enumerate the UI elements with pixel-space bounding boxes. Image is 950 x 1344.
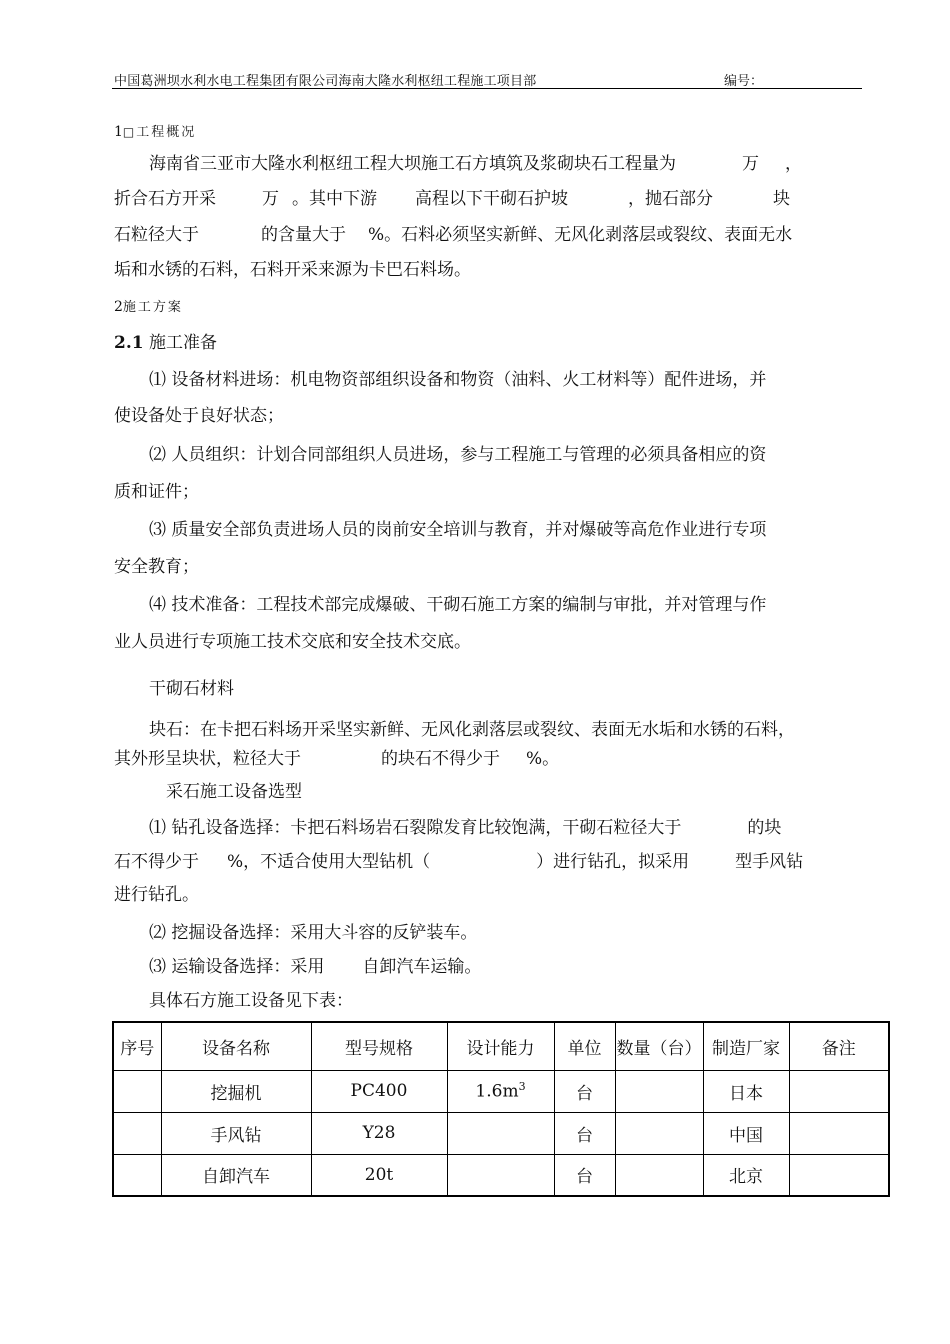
para1-text-j: 石粒径大于 [114,225,199,245]
equip-drill-text-d: %，不适合使用大型钻机（ [227,852,431,872]
para1-text-h: ，抛石部分 [628,189,713,209]
table-cell-name: 手风钻 [161,1112,311,1154]
para1-line4: 垢和水锈的石料，石料开采来源为卡巴石料场。 [114,260,471,280]
header-rule [112,88,862,89]
para1-text-g: 高程以下干砌石护坡 [415,189,568,209]
table-header-cell: 序号 [113,1022,161,1070]
para1-line1 [149,154,802,174]
para1-text-f: 。其中下游 [292,189,377,209]
equip-transport-text-b: 自卸汽车运输。 [362,957,482,977]
prep-item-4-line1: ⑷ 技术准备：工程技术部完成爆破、干砌石施工方案的编制与审批，并对管理与作 [149,595,767,615]
prep-item-2-line2: 质和证件； [114,482,199,502]
table-cell-qty [615,1070,703,1112]
table-cell-model: Y28 [311,1112,447,1154]
equip-title: 采石施工设备选型 [166,782,302,802]
section-2-title: 施工方案 [122,300,183,315]
prep-item-3-line2: 安全教育； [114,557,199,577]
table-header-cell: 单位 [554,1022,615,1070]
table-cell-note [789,1070,889,1112]
table-intro: 具体石方施工设备见下表： [149,991,353,1011]
table-cell-name: 自卸汽车 [161,1154,311,1196]
table-cell-capacity [447,1070,554,1112]
section-2-1-heading [114,333,217,353]
prep-item-1-line2: 使设备处于良好状态； [114,406,284,426]
equip-drill-line3: 进行钻孔。 [114,885,199,905]
section-1-number: 1 [114,124,123,140]
prep-item-1-line1: ⑴ 设备材料进场：机电物资部组织设备和物资（油料、火工材料等）配件进场，并 [149,370,767,390]
material-line1: 块石：在卡把石料场开采坚实新鲜、无风化剥落层或裂纹、表面无水垢和水锈的石料， [149,720,795,740]
table-header-cell: 设备名称 [161,1022,311,1070]
header-number-label: 编号： [724,74,764,89]
equipment-table [112,1021,890,1197]
capacity-value: 1.6m [475,1081,519,1102]
header-organization: 中国葛洲坝水利水电工程集团有限公司海南大隆水利枢纽工程施工项目部 [114,74,537,89]
para1-text-l: %。石料必须坚实新鲜、无风化剥落层或裂纹、表面无水 [368,225,793,245]
equip-drill-text-c: 石不得少于 [114,852,199,872]
para1-text-k: 的含量大于 [261,225,346,245]
table-cell-name: 挖掘机 [161,1070,311,1112]
table-cell-note [789,1154,889,1196]
table-header-cell: 数量（台） [615,1022,703,1070]
table-header-cell: 型号规格 [311,1022,447,1070]
section-2-heading [114,296,183,318]
table-row [113,1154,889,1196]
prep-item-4-line2: 业人员进行专项施工技术交底和安全技术交底。 [114,632,471,652]
prep-item-2-line1: ⑵ 人员组织：计划合同部组织人员进场，参与工程施工与管理的必须具备相应的资 [149,445,767,465]
table-cell-qty [615,1112,703,1154]
equip-drill-line2 [114,852,803,872]
table-cell-no [113,1112,161,1154]
table-header-cell: 备注 [789,1022,889,1070]
section-2-1-number: 2.1 [114,333,144,353]
table-cell-unit: 台 [554,1070,615,1112]
equip-excavate-line: ⑵ 挖掘设备选择：采用大斗容的反铲装车。 [149,923,478,943]
para1-line3 [114,225,792,245]
table-header-cell: 制造厂家 [703,1022,789,1070]
table-cell-note [789,1112,889,1154]
table-cell-maker: 北京 [703,1154,789,1196]
para1-text-c: ， [785,154,802,174]
table-cell-unit: 台 [554,1112,615,1154]
table-cell-no [113,1070,161,1112]
material-text-b: 的块石不得少于 [381,749,500,769]
material-text-a: 其外形呈块状，粒径大于 [114,749,301,769]
table-cell-capacity [447,1154,554,1196]
section-1-heading: 1□工程概况 [114,124,197,140]
equip-drill-text-a: ⑴ 钻孔设备选择：卡把石料场岩石裂隙发育比较饱满，干砌石粒径大于 [149,818,682,838]
table-cell-maker: 中国 [703,1112,789,1154]
section-2-number: 2 [114,299,123,315]
equip-drill-text-b: 的块 [747,818,782,838]
para1-line2 [114,189,790,209]
table-row [113,1112,889,1154]
table-cell-maker: 日本 [703,1070,789,1112]
material-text-c: %。 [526,749,560,769]
capacity-superscript: 3 [518,1080,526,1094]
table-cell-qty [615,1154,703,1196]
section-2-1-title: 施工准备 [148,333,217,353]
table-cell-model: PC400 [311,1070,447,1112]
table-header-cell: 设计能力 [447,1022,554,1070]
table-cell-model: 20t [311,1154,447,1196]
equip-transport-line [149,957,481,977]
table-header-row [113,1022,889,1070]
table-cell-capacity [447,1112,554,1154]
equip-drill-line1 [149,818,781,838]
table-row [113,1070,889,1112]
material-title: 干砌石材料 [149,679,234,699]
para1-text-b: 万 [742,154,759,174]
table-cell-unit: 台 [554,1154,615,1196]
section-1-title: 工程概况 [136,125,197,140]
equip-drill-text-f: 型手风钻 [735,852,804,872]
equip-drill-text-e: ）进行钻孔，拟采用 [536,852,690,872]
equip-transport-text-a: ⑶ 运输设备选择：采用 [149,957,325,977]
para1-text-i: 块 [773,189,790,209]
material-line2 [114,749,559,769]
para1-text-a: 海南省三亚市大隆水利枢纽工程大坝施工石方填筑及浆砌块石工程量为 [149,154,676,174]
table-cell-no [113,1154,161,1196]
para1-text-e: 万 [262,189,279,209]
para1-text-d: 折合石方开采 [114,189,216,209]
prep-item-3-line1: ⑶ 质量安全部负责进场人员的岗前安全培训与教育，并对爆破等高危作业进行专项 [149,520,767,540]
